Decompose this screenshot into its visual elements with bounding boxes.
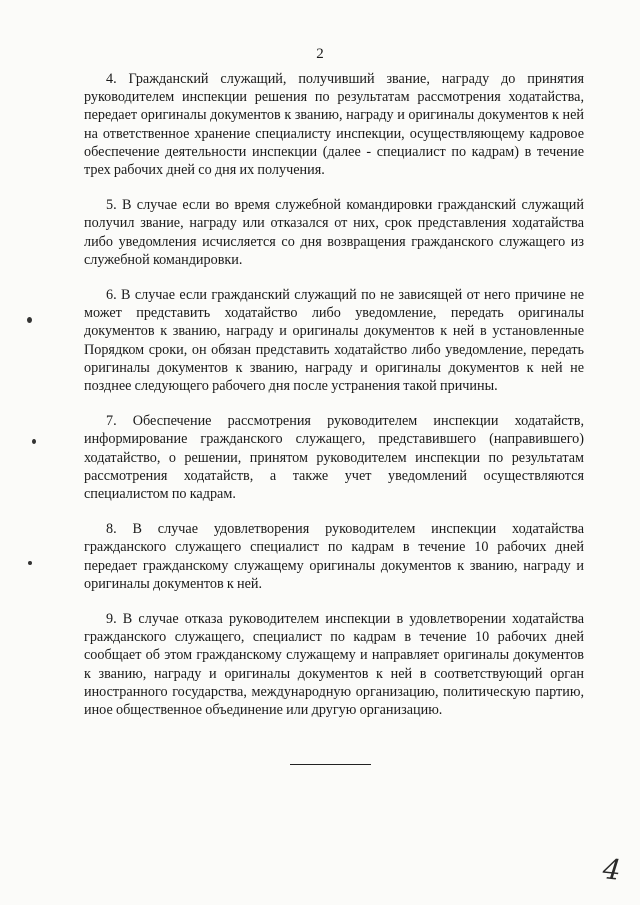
paragraph-8: 8. В случае удовлетворения руководителем инспекции ходатайства гражданского служащего специалист по кадрам в течение 10 рабочих дней передает гражданскому служащему оригиналы документов к званию, награду и оригиналы документов к ней. bbox=[84, 521, 584, 592]
handwritten-mark-icon: 4 bbox=[601, 852, 623, 887]
page-number: 2 bbox=[316, 46, 324, 62]
paragraph-7: 7. Обеспечение рассмотрения руководителем инспекции ходатайств, информирование гражданского служащего, представившего (направившего) ходатайство, о решении, принятом руководителем инспекции по результатам рассмотрения ходатайств, а также учет уведомлений осуществляются специалистом по кадрам. bbox=[84, 413, 584, 503]
paragraph-5: 5. В случае если во время служебной командировки гражданский служащий получил звание, награду или отказался от них, срок представления ходатайства либо уведомления исчисляется со дня возвращения гражданского служащего из служебной командировки. bbox=[84, 197, 584, 268]
scan-speck bbox=[32, 439, 36, 444]
paragraph-4: 4. Гражданский служащий, получивший звание, награду до принятия руководителем инспекции решения по результатам рассмотрения ходатайства, передает оригиналы документов к званию, награду и оригиналы документов к ней на ответственное хранение специалисту инспекции, осуществляющему кадровое обеспечение деятельности инспекции (далее - специалист по кадрам) в течение трех рабочих дней со дня их получения. bbox=[84, 71, 584, 179]
scan-speck bbox=[28, 561, 32, 565]
document-body bbox=[84, 70, 584, 736]
paragraph-6: 6. В случае если гражданский служащий по не зависящей от него причине не может представить ходатайство либо уведомление, передать оригиналы документов к званию, награду и оригиналы документов к ней в установленные Порядком сроки, он обязан представить ходатайство либо уведомление, передать оригиналы документов к званию, награду и оригиналы документов к ней не позднее следующего рабочего дня после устранения такой причины. bbox=[84, 287, 584, 395]
end-of-text-rule bbox=[290, 764, 371, 765]
paragraph-9: 9. В случае отказа руководителем инспекции в удовлетворении ходатайства гражданского служащего, специалист по кадрам в течение 10 рабочих дней сообщает об этом гражданскому служащему и направляет оригиналы документов к званию, награду и оригиналы документов к ней в соответствующий орган иностранного государства, международную организацию, политическую партию, иное общественное объединение или другую организацию. bbox=[84, 611, 584, 719]
scan-speck bbox=[27, 317, 32, 323]
